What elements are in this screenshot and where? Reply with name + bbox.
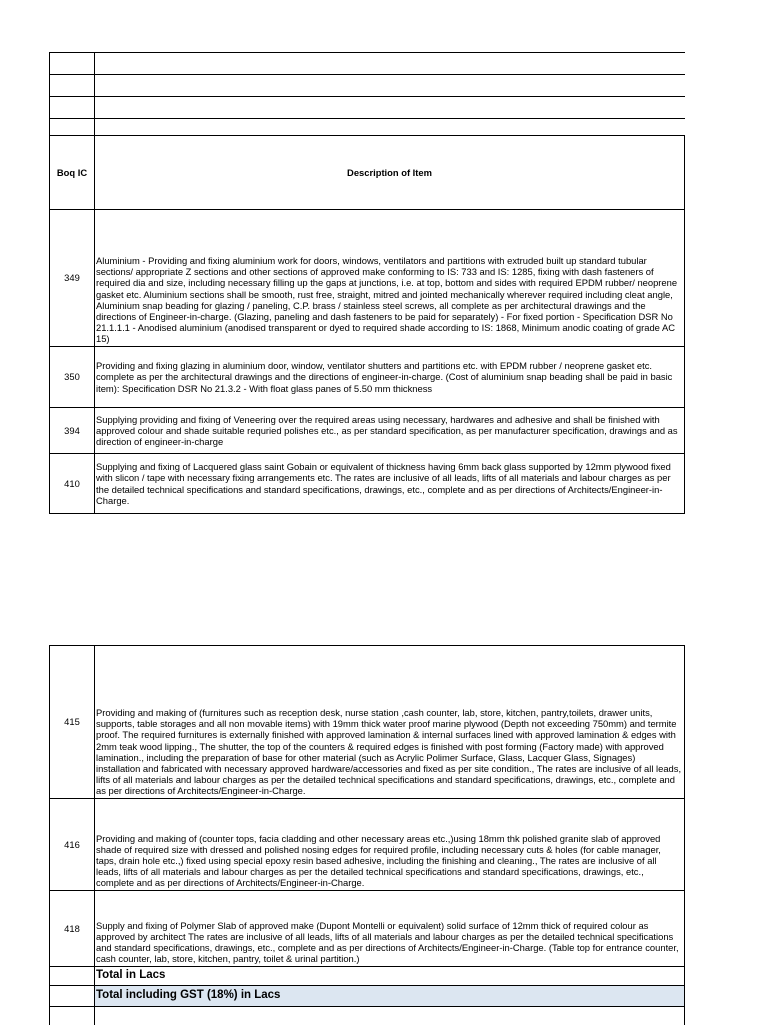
table-row bbox=[50, 891, 685, 967]
table-row bbox=[50, 408, 685, 454]
cell bbox=[50, 1007, 95, 1025]
table-row bbox=[50, 210, 685, 347]
cell bbox=[95, 75, 685, 97]
item-description: Providing and making of (furnitures such as reception desk, nurse station ,cash counter, lab, store, kitchen, pantry,toilets, drawer units, supports, table storages and all non movable items) with 19mm thick water proof marine plywood (Depth not exceeding 750mm) and termite proof. The required furnitures is externally finished with approved lamination & internal surfaces lined with approved lamination & edges with 2mm teak wood lipping., The shutter, the top of the counters & required edges is finished with post forming (Factory made) with approved lamination., including the preparation of base for other material (such as Acrylic Polimer Surface, Glass, Lacquer Glass, Signages) installation and fabricated with necessary approved hardware/accessories and fixed as per site condition., The rates are inclusive of all leads, lifts of all materials and labour charges as per the detailed technical specifications and standard specifications, drawings, etc., complete and as per directions of Architects/Engineer-in-Charge. bbox=[95, 646, 685, 799]
total-gst-row bbox=[50, 986, 685, 1007]
cell bbox=[50, 97, 95, 119]
cell bbox=[50, 967, 95, 986]
cell bbox=[95, 119, 685, 136]
blank-row bbox=[50, 53, 685, 75]
cell bbox=[95, 1007, 685, 1025]
table-row bbox=[50, 646, 685, 799]
table-row bbox=[50, 454, 685, 514]
item-description: Providing and fixing glazing in aluminium door, window, ventilator shutters and partitions etc. with EPDM rubber / neoprene gasket etc. complete as per the architectural drawings and the directions of engineer-in-charge. (Cost of aluminium snap beading shall be paid in basic item): Specification DSR No 21.3.2 - With float glass panes of 5.50 mm thickness bbox=[95, 347, 685, 408]
total-lacs-label: Total in Lacs bbox=[95, 967, 685, 986]
item-code: 415 bbox=[50, 646, 95, 799]
total-row bbox=[50, 967, 685, 986]
item-code: 418 bbox=[50, 891, 95, 967]
total-gst-label: Total including GST (18%) in Lacs bbox=[95, 986, 685, 1007]
item-description: Supplying and fixing of Lacquered glass saint Gobain or equivalent of thickness having 6mm back glass supported by 12mm plywood fixed with slicon / tape with necessary fixing arrangements etc. The rates are inclusive of all leads, lifts of all materials and labour charges as per the detailed technical specifications and standard specifications, drawings, etc., complete and as per directions of Architects/Engineer-in-Charge. bbox=[95, 454, 685, 514]
cell bbox=[95, 53, 685, 75]
item-code: 416 bbox=[50, 799, 95, 891]
item-code: 394 bbox=[50, 408, 95, 454]
blank-row bbox=[50, 1007, 685, 1025]
item-description: Supply and fixing of Polymer Slab of approved make (Dupont Montelli or equivalent) solid surface of 12mm thick of required colour as approved by architect The rates are inclusive of all leads, lifts of all materials and labour charges as per the detailed technical specifications and standard specifications, drawings, etc., complete and as per directions of Architects/Engineer-in-Charge. (Table top for entrance counter, cash counter, lab, store, kitchen, pantry, toilet & urinal partition.) bbox=[95, 891, 685, 967]
cell bbox=[50, 53, 95, 75]
table-row bbox=[50, 347, 685, 408]
item-description: Aluminium - Providing and fixing aluminium work for doors, windows, ventilators and partitions with extruded built up standard tubular sections/ appropriate Z sections and other sections of approved make conforming to IS: 733 and IS: 1285, fixing with dash fasteners of required dia and size, including necessary filling up the gaps at junctions, i.e. at top, bottom and sides with required EPDM rubber/ neoprene gasket etc. Aluminium sections shall be smooth, rust free, straight, mitred and jointed mechanically wherever required including cleat angle, Aluminium snap beading for glazing / paneling, C.P. brass / stainless steel screws, all complete as per architectural drawings and the directions of Engineer-in-charge. (Glazing, paneling and dash fasteners to be paid for separately) - For fixed portion - Specification DSR No 21.1.1.1 - Anodised aluminium (anodised transparent or dyed to required shade according to IS: 1868, Minimum anodic coating of grade AC 15) bbox=[95, 210, 685, 347]
cell bbox=[95, 97, 685, 119]
cell bbox=[50, 986, 95, 1007]
col-header-code: Boq IC bbox=[50, 136, 95, 210]
boq-table-bottom bbox=[49, 645, 685, 1025]
table-row bbox=[50, 799, 685, 891]
blank-row bbox=[50, 97, 685, 119]
cell bbox=[50, 119, 95, 136]
column-header-row bbox=[50, 136, 685, 210]
blank-row bbox=[50, 75, 685, 97]
item-description: Supplying providing and fixing of Veneering over the required areas using necessary, hardwares and adhesive and shall be finished with approved colour and shade suitable requried polishes etc., as per standard specification, as per manufacturer specification, drawings and as direction of engineer-in-charge bbox=[95, 408, 685, 454]
item-code: 349 bbox=[50, 210, 95, 347]
item-code: 410 bbox=[50, 454, 95, 514]
boq-table-top bbox=[49, 52, 685, 514]
col-header-description: Description of Item bbox=[95, 136, 685, 210]
blank-row bbox=[50, 119, 685, 136]
item-description: Providing and making of (counter tops, facia cladding and other necessary areas etc.,)using 18mm thk polished granite slab of approved shade of required size with dressed and polished nosing edges for required profile, including necessary cuts & holes (for cable manager, taps, drain hole etc.,) fixed using special epoxy resin based adhesive, including the finishing and cleaning., The rates are inclusive of all leads, lifts of all materials and labour charges as per the detailed technical specifications and standard specifications, drawings, etc., complete and as per directions of Architects/Engineer-in-Charge. bbox=[95, 799, 685, 891]
cell bbox=[50, 75, 95, 97]
item-code: 350 bbox=[50, 347, 95, 408]
